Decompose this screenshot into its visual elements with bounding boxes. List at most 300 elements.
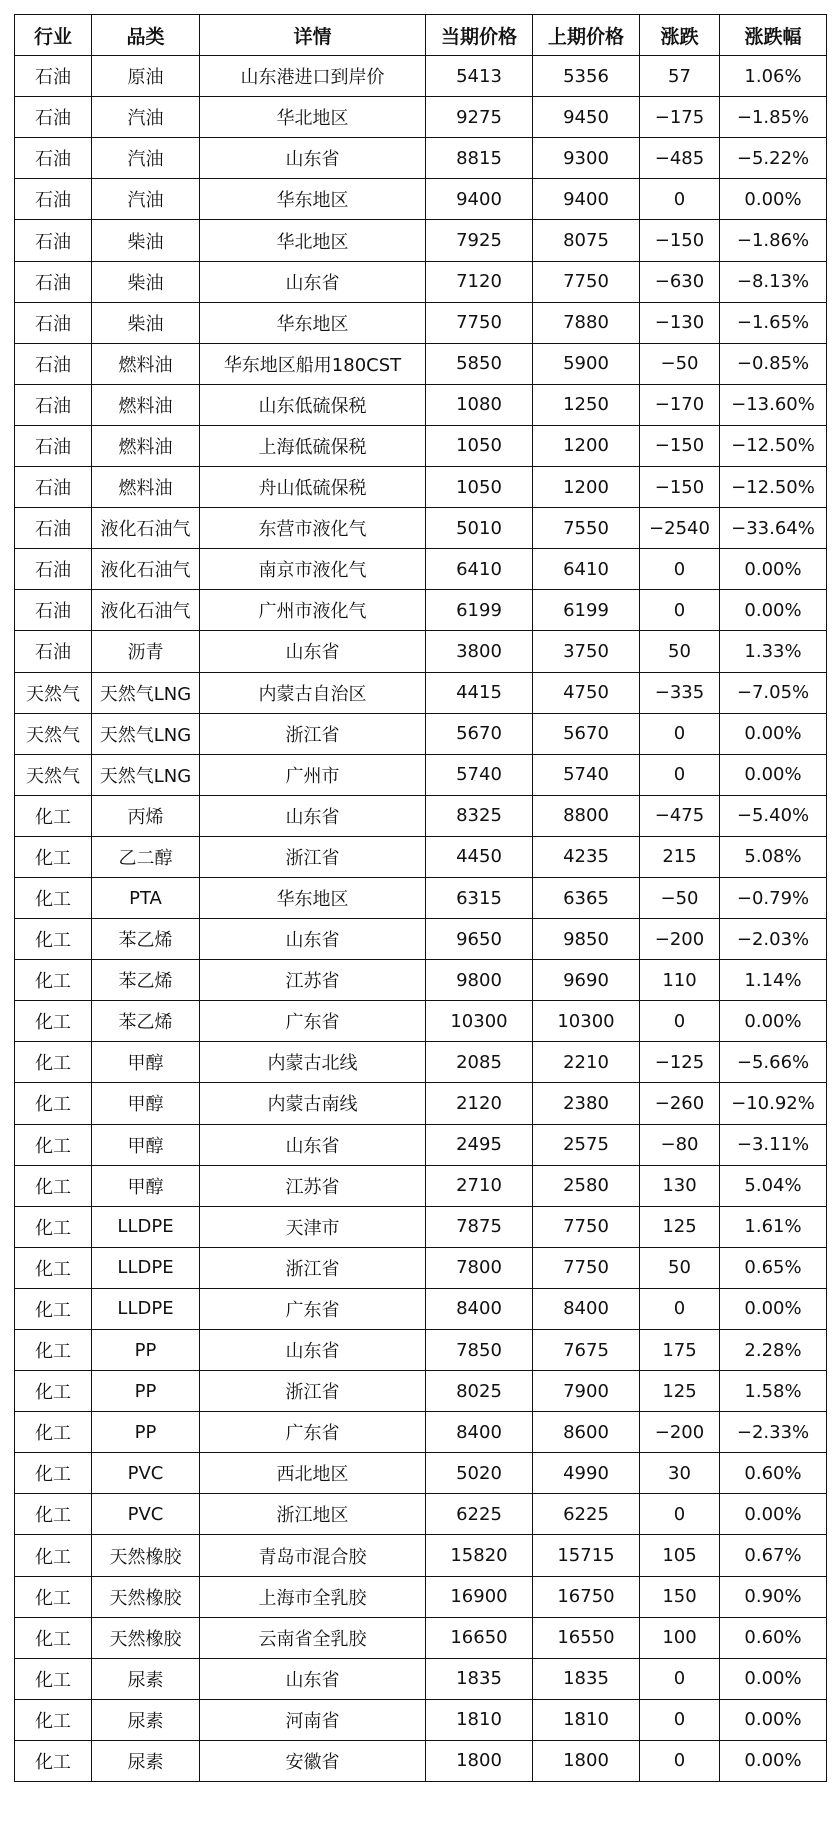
cell-change: 105 xyxy=(640,1535,720,1576)
cell-change: 110 xyxy=(640,960,720,1001)
cell-industry: 石油 xyxy=(15,179,92,220)
table-row xyxy=(15,1330,827,1371)
cell-previous-price: 6225 xyxy=(533,1494,640,1535)
cell-change-percent: −8.13% xyxy=(720,261,827,302)
cell-change: −485 xyxy=(640,138,720,179)
cell-current-price: 6225 xyxy=(426,1494,533,1535)
cell-change: −2540 xyxy=(640,508,720,549)
cell-detail: 浙江省 xyxy=(200,1371,426,1412)
cell-previous-price: 4990 xyxy=(533,1453,640,1494)
cell-detail: 南京市液化气 xyxy=(200,549,426,590)
cell-industry: 化工 xyxy=(15,1165,92,1206)
cell-current-price: 1810 xyxy=(426,1699,533,1740)
cell-current-price: 5020 xyxy=(426,1453,533,1494)
header-current-price: 当期价格 xyxy=(426,15,533,56)
cell-previous-price: 1200 xyxy=(533,467,640,508)
cell-change: −630 xyxy=(640,261,720,302)
cell-current-price: 10300 xyxy=(426,1001,533,1042)
cell-category: 沥青 xyxy=(92,631,200,672)
table-row xyxy=(15,713,827,754)
cell-change: 0 xyxy=(640,1001,720,1042)
cell-change-percent: 0.90% xyxy=(720,1576,827,1617)
cell-detail: 华东地区 xyxy=(200,302,426,343)
cell-previous-price: 6365 xyxy=(533,877,640,918)
cell-detail: 安徽省 xyxy=(200,1740,426,1781)
table-row xyxy=(15,795,827,836)
cell-change: −80 xyxy=(640,1124,720,1165)
cell-industry: 化工 xyxy=(15,1699,92,1740)
cell-change-percent: −1.65% xyxy=(720,302,827,343)
cell-current-price: 7875 xyxy=(426,1206,533,1247)
cell-industry: 化工 xyxy=(15,1247,92,1288)
cell-previous-price: 8800 xyxy=(533,795,640,836)
table-row xyxy=(15,1165,827,1206)
cell-change-percent: 0.00% xyxy=(720,754,827,795)
cell-change: −475 xyxy=(640,795,720,836)
cell-previous-price: 7750 xyxy=(533,1247,640,1288)
cell-current-price: 6199 xyxy=(426,590,533,631)
cell-current-price: 4450 xyxy=(426,836,533,877)
cell-category: 尿素 xyxy=(92,1658,200,1699)
cell-detail: 华东地区 xyxy=(200,877,426,918)
cell-category: 燃料油 xyxy=(92,384,200,425)
cell-change-percent: −5.40% xyxy=(720,795,827,836)
cell-change-percent: 1.58% xyxy=(720,1371,827,1412)
table-row xyxy=(15,1206,827,1247)
cell-category: PP xyxy=(92,1371,200,1412)
cell-change: 57 xyxy=(640,56,720,97)
cell-industry: 化工 xyxy=(15,836,92,877)
cell-category: 液化石油气 xyxy=(92,508,200,549)
cell-change-percent: −33.64% xyxy=(720,508,827,549)
cell-current-price: 2120 xyxy=(426,1083,533,1124)
cell-category: PP xyxy=(92,1412,200,1453)
cell-change-percent: 1.33% xyxy=(720,631,827,672)
cell-industry: 石油 xyxy=(15,343,92,384)
cell-detail: 山东省 xyxy=(200,795,426,836)
cell-previous-price: 4235 xyxy=(533,836,640,877)
cell-industry: 化工 xyxy=(15,1083,92,1124)
cell-change: 0 xyxy=(640,713,720,754)
cell-current-price: 1835 xyxy=(426,1658,533,1699)
cell-industry: 石油 xyxy=(15,302,92,343)
cell-detail: 江苏省 xyxy=(200,960,426,1001)
cell-category: 燃料油 xyxy=(92,467,200,508)
table-row xyxy=(15,261,827,302)
cell-change-percent: 0.00% xyxy=(720,1699,827,1740)
cell-detail: 舟山低硫保税 xyxy=(200,467,426,508)
cell-detail: 山东省 xyxy=(200,1658,426,1699)
cell-industry: 化工 xyxy=(15,1535,92,1576)
cell-industry: 化工 xyxy=(15,919,92,960)
cell-industry: 化工 xyxy=(15,877,92,918)
cell-previous-price: 15715 xyxy=(533,1535,640,1576)
cell-change-percent: −1.86% xyxy=(720,220,827,261)
cell-change: 0 xyxy=(640,549,720,590)
cell-industry: 天然气 xyxy=(15,672,92,713)
cell-previous-price: 2575 xyxy=(533,1124,640,1165)
cell-current-price: 9650 xyxy=(426,919,533,960)
cell-change-percent: 0.60% xyxy=(720,1617,827,1658)
cell-industry: 石油 xyxy=(15,220,92,261)
cell-change-percent: 1.06% xyxy=(720,56,827,97)
header-change: 涨跌 xyxy=(640,15,720,56)
cell-previous-price: 16550 xyxy=(533,1617,640,1658)
table-row xyxy=(15,1371,827,1412)
cell-industry: 化工 xyxy=(15,1453,92,1494)
cell-previous-price: 3750 xyxy=(533,631,640,672)
cell-detail: 广东省 xyxy=(200,1288,426,1329)
cell-change-percent: −0.85% xyxy=(720,343,827,384)
table-row xyxy=(15,467,827,508)
cell-change: 125 xyxy=(640,1371,720,1412)
table-row xyxy=(15,97,827,138)
cell-detail: 华东地区船用180CST xyxy=(200,343,426,384)
cell-change: 0 xyxy=(640,1288,720,1329)
cell-change-percent: 5.04% xyxy=(720,1165,827,1206)
cell-industry: 化工 xyxy=(15,1576,92,1617)
cell-detail: 华北地区 xyxy=(200,220,426,261)
cell-category: 汽油 xyxy=(92,179,200,220)
cell-previous-price: 8400 xyxy=(533,1288,640,1329)
cell-change: −200 xyxy=(640,919,720,960)
table-row xyxy=(15,1288,827,1329)
cell-detail: 山东港进口到岸价 xyxy=(200,56,426,97)
cell-current-price: 8815 xyxy=(426,138,533,179)
table-row xyxy=(15,631,827,672)
cell-category: LLDPE xyxy=(92,1206,200,1247)
cell-industry: 石油 xyxy=(15,425,92,466)
cell-change: 0 xyxy=(640,179,720,220)
cell-industry: 化工 xyxy=(15,1412,92,1453)
table-row xyxy=(15,836,827,877)
table-row xyxy=(15,1535,827,1576)
cell-category: 液化石油气 xyxy=(92,549,200,590)
header-previous-price: 上期价格 xyxy=(533,15,640,56)
table-row xyxy=(15,56,827,97)
cell-detail: 山东省 xyxy=(200,138,426,179)
header-industry: 行业 xyxy=(15,15,92,56)
cell-current-price: 8400 xyxy=(426,1288,533,1329)
cell-category: PTA xyxy=(92,877,200,918)
table-row xyxy=(15,1042,827,1083)
cell-industry: 化工 xyxy=(15,1042,92,1083)
cell-current-price: 5413 xyxy=(426,56,533,97)
cell-current-price: 8325 xyxy=(426,795,533,836)
cell-change: 0 xyxy=(640,1494,720,1535)
cell-current-price: 5010 xyxy=(426,508,533,549)
cell-detail: 内蒙古南线 xyxy=(200,1083,426,1124)
cell-change: 0 xyxy=(640,754,720,795)
header-category: 品类 xyxy=(92,15,200,56)
cell-detail: 西北地区 xyxy=(200,1453,426,1494)
cell-previous-price: 7750 xyxy=(533,261,640,302)
cell-change-percent: 0.65% xyxy=(720,1247,827,1288)
cell-category: PP xyxy=(92,1330,200,1371)
cell-detail: 河南省 xyxy=(200,1699,426,1740)
cell-previous-price: 16750 xyxy=(533,1576,640,1617)
cell-detail: 内蒙古自治区 xyxy=(200,672,426,713)
cell-change: −125 xyxy=(640,1042,720,1083)
cell-change-percent: −0.79% xyxy=(720,877,827,918)
cell-change-percent: 0.00% xyxy=(720,1658,827,1699)
cell-change: 215 xyxy=(640,836,720,877)
cell-category: 苯乙烯 xyxy=(92,1001,200,1042)
table-row xyxy=(15,1412,827,1453)
cell-category: 柴油 xyxy=(92,302,200,343)
cell-previous-price: 7900 xyxy=(533,1371,640,1412)
cell-previous-price: 7750 xyxy=(533,1206,640,1247)
table-row xyxy=(15,1083,827,1124)
cell-current-price: 3800 xyxy=(426,631,533,672)
cell-previous-price: 6199 xyxy=(533,590,640,631)
table-row xyxy=(15,343,827,384)
table-row xyxy=(15,1617,827,1658)
cell-change: 0 xyxy=(640,1699,720,1740)
cell-category: 尿素 xyxy=(92,1740,200,1781)
cell-change-percent: 0.00% xyxy=(720,590,827,631)
cell-previous-price: 2580 xyxy=(533,1165,640,1206)
cell-category: 甲醇 xyxy=(92,1165,200,1206)
cell-previous-price: 9300 xyxy=(533,138,640,179)
cell-current-price: 8400 xyxy=(426,1412,533,1453)
cell-current-price: 7120 xyxy=(426,261,533,302)
cell-change: 150 xyxy=(640,1576,720,1617)
cell-previous-price: 9690 xyxy=(533,960,640,1001)
cell-change-percent: 1.61% xyxy=(720,1206,827,1247)
cell-change: 100 xyxy=(640,1617,720,1658)
cell-industry: 天然气 xyxy=(15,713,92,754)
cell-change-percent: 0.00% xyxy=(720,1288,827,1329)
cell-detail: 广州市液化气 xyxy=(200,590,426,631)
cell-detail: 广东省 xyxy=(200,1412,426,1453)
cell-change-percent: −2.33% xyxy=(720,1412,827,1453)
cell-previous-price: 5670 xyxy=(533,713,640,754)
cell-detail: 东营市液化气 xyxy=(200,508,426,549)
table-row xyxy=(15,425,827,466)
table-row xyxy=(15,877,827,918)
cell-change: −50 xyxy=(640,343,720,384)
cell-category: 燃料油 xyxy=(92,343,200,384)
cell-industry: 化工 xyxy=(15,1371,92,1412)
cell-industry: 天然气 xyxy=(15,754,92,795)
cell-detail: 山东省 xyxy=(200,631,426,672)
cell-previous-price: 5740 xyxy=(533,754,640,795)
cell-category: 燃料油 xyxy=(92,425,200,466)
cell-category: 尿素 xyxy=(92,1699,200,1740)
cell-current-price: 15820 xyxy=(426,1535,533,1576)
cell-change: −150 xyxy=(640,220,720,261)
cell-industry: 石油 xyxy=(15,631,92,672)
cell-current-price: 2085 xyxy=(426,1042,533,1083)
cell-current-price: 1080 xyxy=(426,384,533,425)
cell-previous-price: 9400 xyxy=(533,179,640,220)
cell-current-price: 6315 xyxy=(426,877,533,918)
table-row xyxy=(15,590,827,631)
table-row xyxy=(15,138,827,179)
cell-previous-price: 7550 xyxy=(533,508,640,549)
cell-category: 天然气LNG xyxy=(92,713,200,754)
table-row xyxy=(15,754,827,795)
cell-previous-price: 1200 xyxy=(533,425,640,466)
cell-current-price: 7850 xyxy=(426,1330,533,1371)
header-change-percent: 涨跌幅 xyxy=(720,15,827,56)
cell-previous-price: 8600 xyxy=(533,1412,640,1453)
cell-change-percent: 0.00% xyxy=(720,1494,827,1535)
cell-category: 液化石油气 xyxy=(92,590,200,631)
cell-current-price: 1050 xyxy=(426,467,533,508)
cell-detail: 天津市 xyxy=(200,1206,426,1247)
cell-detail: 广州市 xyxy=(200,754,426,795)
cell-current-price: 16650 xyxy=(426,1617,533,1658)
cell-detail: 华东地区 xyxy=(200,179,426,220)
cell-detail: 浙江地区 xyxy=(200,1494,426,1535)
cell-change-percent: 0.67% xyxy=(720,1535,827,1576)
cell-category: 天然气LNG xyxy=(92,754,200,795)
cell-industry: 化工 xyxy=(15,795,92,836)
cell-industry: 石油 xyxy=(15,261,92,302)
cell-industry: 石油 xyxy=(15,590,92,631)
cell-change: −335 xyxy=(640,672,720,713)
cell-previous-price: 2380 xyxy=(533,1083,640,1124)
cell-change: −150 xyxy=(640,425,720,466)
cell-category: 苯乙烯 xyxy=(92,960,200,1001)
table-row xyxy=(15,1576,827,1617)
cell-industry: 化工 xyxy=(15,1288,92,1329)
cell-industry: 化工 xyxy=(15,960,92,1001)
cell-industry: 化工 xyxy=(15,1740,92,1781)
cell-change-percent: −13.60% xyxy=(720,384,827,425)
cell-change: 175 xyxy=(640,1330,720,1371)
cell-industry: 化工 xyxy=(15,1206,92,1247)
cell-detail: 上海市全乳胶 xyxy=(200,1576,426,1617)
cell-category: 苯乙烯 xyxy=(92,919,200,960)
cell-change: −150 xyxy=(640,467,720,508)
cell-industry: 化工 xyxy=(15,1001,92,1042)
price-table-container xyxy=(14,14,826,1782)
table-row xyxy=(15,1124,827,1165)
cell-change: −260 xyxy=(640,1083,720,1124)
cell-change-percent: −12.50% xyxy=(720,425,827,466)
cell-current-price: 7750 xyxy=(426,302,533,343)
cell-previous-price: 9450 xyxy=(533,97,640,138)
cell-industry: 化工 xyxy=(15,1617,92,1658)
cell-change: 0 xyxy=(640,1658,720,1699)
cell-change-percent: 0.00% xyxy=(720,1001,827,1042)
cell-change: −200 xyxy=(640,1412,720,1453)
cell-change: −50 xyxy=(640,877,720,918)
cell-category: 甲醇 xyxy=(92,1042,200,1083)
table-row xyxy=(15,1658,827,1699)
cell-category: 甲醇 xyxy=(92,1083,200,1124)
table-row xyxy=(15,1699,827,1740)
cell-category: 原油 xyxy=(92,56,200,97)
cell-change: 130 xyxy=(640,1165,720,1206)
cell-change-percent: −2.03% xyxy=(720,919,827,960)
table-row xyxy=(15,508,827,549)
cell-detail: 广东省 xyxy=(200,1001,426,1042)
cell-change: 125 xyxy=(640,1206,720,1247)
cell-current-price: 2710 xyxy=(426,1165,533,1206)
cell-category: 丙烯 xyxy=(92,795,200,836)
cell-change-percent: −7.05% xyxy=(720,672,827,713)
cell-change-percent: 0.00% xyxy=(720,549,827,590)
cell-previous-price: 8075 xyxy=(533,220,640,261)
cell-previous-price: 7880 xyxy=(533,302,640,343)
cell-change: 0 xyxy=(640,1740,720,1781)
cell-previous-price: 4750 xyxy=(533,672,640,713)
table-row xyxy=(15,1247,827,1288)
header-detail: 详情 xyxy=(200,15,426,56)
cell-change-percent: −1.85% xyxy=(720,97,827,138)
cell-detail: 山东省 xyxy=(200,1124,426,1165)
cell-change-percent: 5.08% xyxy=(720,836,827,877)
cell-detail: 浙江省 xyxy=(200,1247,426,1288)
cell-current-price: 1800 xyxy=(426,1740,533,1781)
table-row xyxy=(15,919,827,960)
price-table xyxy=(14,14,827,1782)
cell-change-percent: −12.50% xyxy=(720,467,827,508)
cell-previous-price: 1835 xyxy=(533,1658,640,1699)
cell-category: 天然橡胶 xyxy=(92,1617,200,1658)
cell-change-percent: −5.22% xyxy=(720,138,827,179)
cell-category: PVC xyxy=(92,1453,200,1494)
cell-current-price: 9275 xyxy=(426,97,533,138)
cell-change-percent: 0.00% xyxy=(720,713,827,754)
cell-current-price: 9400 xyxy=(426,179,533,220)
cell-current-price: 9800 xyxy=(426,960,533,1001)
cell-change-percent: −3.11% xyxy=(720,1124,827,1165)
cell-current-price: 7925 xyxy=(426,220,533,261)
cell-previous-price: 1250 xyxy=(533,384,640,425)
cell-detail: 华北地区 xyxy=(200,97,426,138)
cell-change-percent: 0.00% xyxy=(720,179,827,220)
table-row xyxy=(15,302,827,343)
cell-industry: 石油 xyxy=(15,549,92,590)
cell-category: 天然橡胶 xyxy=(92,1535,200,1576)
table-row xyxy=(15,384,827,425)
cell-change: −130 xyxy=(640,302,720,343)
table-body xyxy=(15,56,827,1782)
cell-industry: 石油 xyxy=(15,384,92,425)
cell-category: 天然气LNG xyxy=(92,672,200,713)
cell-category: 乙二醇 xyxy=(92,836,200,877)
cell-category: 柴油 xyxy=(92,261,200,302)
cell-current-price: 1050 xyxy=(426,425,533,466)
cell-category: 甲醇 xyxy=(92,1124,200,1165)
table-row xyxy=(15,549,827,590)
cell-previous-price: 5900 xyxy=(533,343,640,384)
cell-category: LLDPE xyxy=(92,1288,200,1329)
cell-industry: 石油 xyxy=(15,508,92,549)
cell-previous-price: 5356 xyxy=(533,56,640,97)
cell-detail: 山东省 xyxy=(200,261,426,302)
cell-previous-price: 1800 xyxy=(533,1740,640,1781)
cell-category: LLDPE xyxy=(92,1247,200,1288)
cell-detail: 浙江省 xyxy=(200,836,426,877)
cell-change: 30 xyxy=(640,1453,720,1494)
cell-current-price: 16900 xyxy=(426,1576,533,1617)
cell-industry: 化工 xyxy=(15,1330,92,1371)
cell-detail: 江苏省 xyxy=(200,1165,426,1206)
cell-industry: 石油 xyxy=(15,467,92,508)
cell-current-price: 8025 xyxy=(426,1371,533,1412)
table-row xyxy=(15,1001,827,1042)
cell-category: 天然橡胶 xyxy=(92,1576,200,1617)
cell-change-percent: 0.00% xyxy=(720,1740,827,1781)
cell-category: PVC xyxy=(92,1494,200,1535)
table-row xyxy=(15,220,827,261)
